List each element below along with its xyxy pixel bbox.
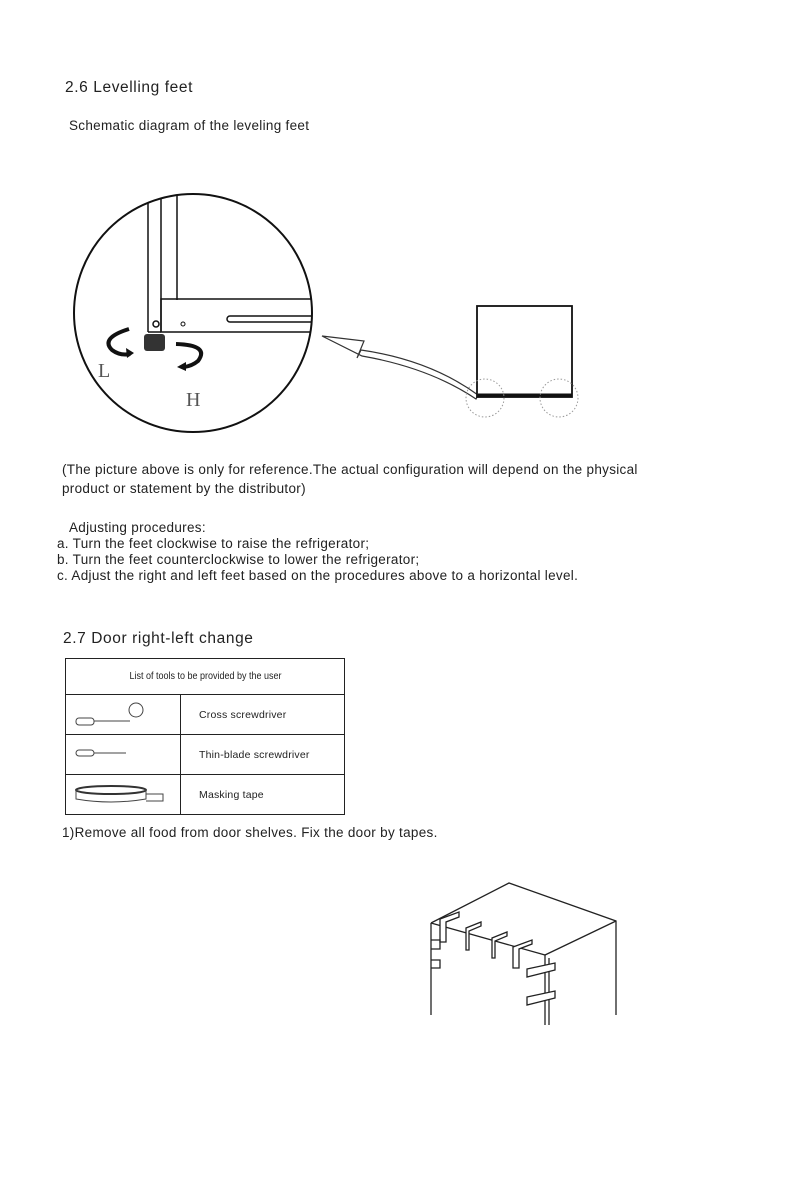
table-header-row — [66, 659, 345, 695]
table-row — [66, 775, 345, 815]
taped-fridge-diagram — [431, 883, 616, 1025]
fridge-outline — [477, 306, 572, 397]
screw-hole — [153, 321, 159, 327]
pointer-arrow — [322, 336, 478, 399]
tool-icon-cell — [66, 775, 181, 815]
table-row — [66, 735, 345, 775]
tool-label: Cross screwdriver — [181, 695, 345, 735]
screw-hole — [181, 322, 185, 326]
procedure-step-b: b. Turn the feet counterclockwise to lower the refrigerator; — [57, 552, 420, 567]
tool-label: Masking tape — [181, 775, 345, 815]
foot-highlight-left — [466, 379, 504, 417]
masking-tape-icon — [66, 775, 180, 811]
rotate-left-arrowhead-icon — [126, 348, 134, 358]
tools-table-header: List of tools to be provided by the user — [79, 659, 330, 695]
label-high: H — [186, 389, 201, 411]
door-step-1: 1)Remove all food from door shelves. Fix the door by tapes. — [62, 825, 438, 840]
reference-note-line2: product or statement by the distributor) — [62, 481, 306, 496]
section-title-levelling-feet: 2.6 Levelling feet — [65, 79, 193, 96]
table-row — [66, 695, 345, 735]
tool-icon-cell — [66, 735, 181, 775]
diagram-caption: Schematic diagram of the leveling feet — [69, 118, 310, 133]
cross-screwdriver-icon — [66, 695, 180, 731]
tool-icon-cell — [66, 695, 181, 735]
procedures-heading: Adjusting procedures: — [69, 520, 206, 535]
fridge-corner-detail — [148, 180, 367, 332]
tools-table — [65, 658, 345, 815]
reference-note-line1: (The picture above is only for reference.The actual configuration will depend on the physical — [62, 462, 638, 477]
tool-label: Thin-blade screwdriver — [181, 735, 345, 775]
rotate-right-arrowhead-icon — [177, 362, 186, 371]
thin-blade-screwdriver-icon — [66, 735, 180, 771]
procedure-step-a: a. Turn the feet clockwise to raise the refrigerator; — [57, 536, 370, 551]
section-title-door-change: 2.7 Door right-left change — [63, 630, 254, 647]
procedure-step-c: c. Adjust the right and left feet based on the procedures above to a horizontal level. — [57, 568, 579, 583]
foot-knob — [144, 334, 165, 351]
label-low: L — [98, 360, 111, 382]
rotate-right-arrow-icon — [176, 344, 201, 367]
